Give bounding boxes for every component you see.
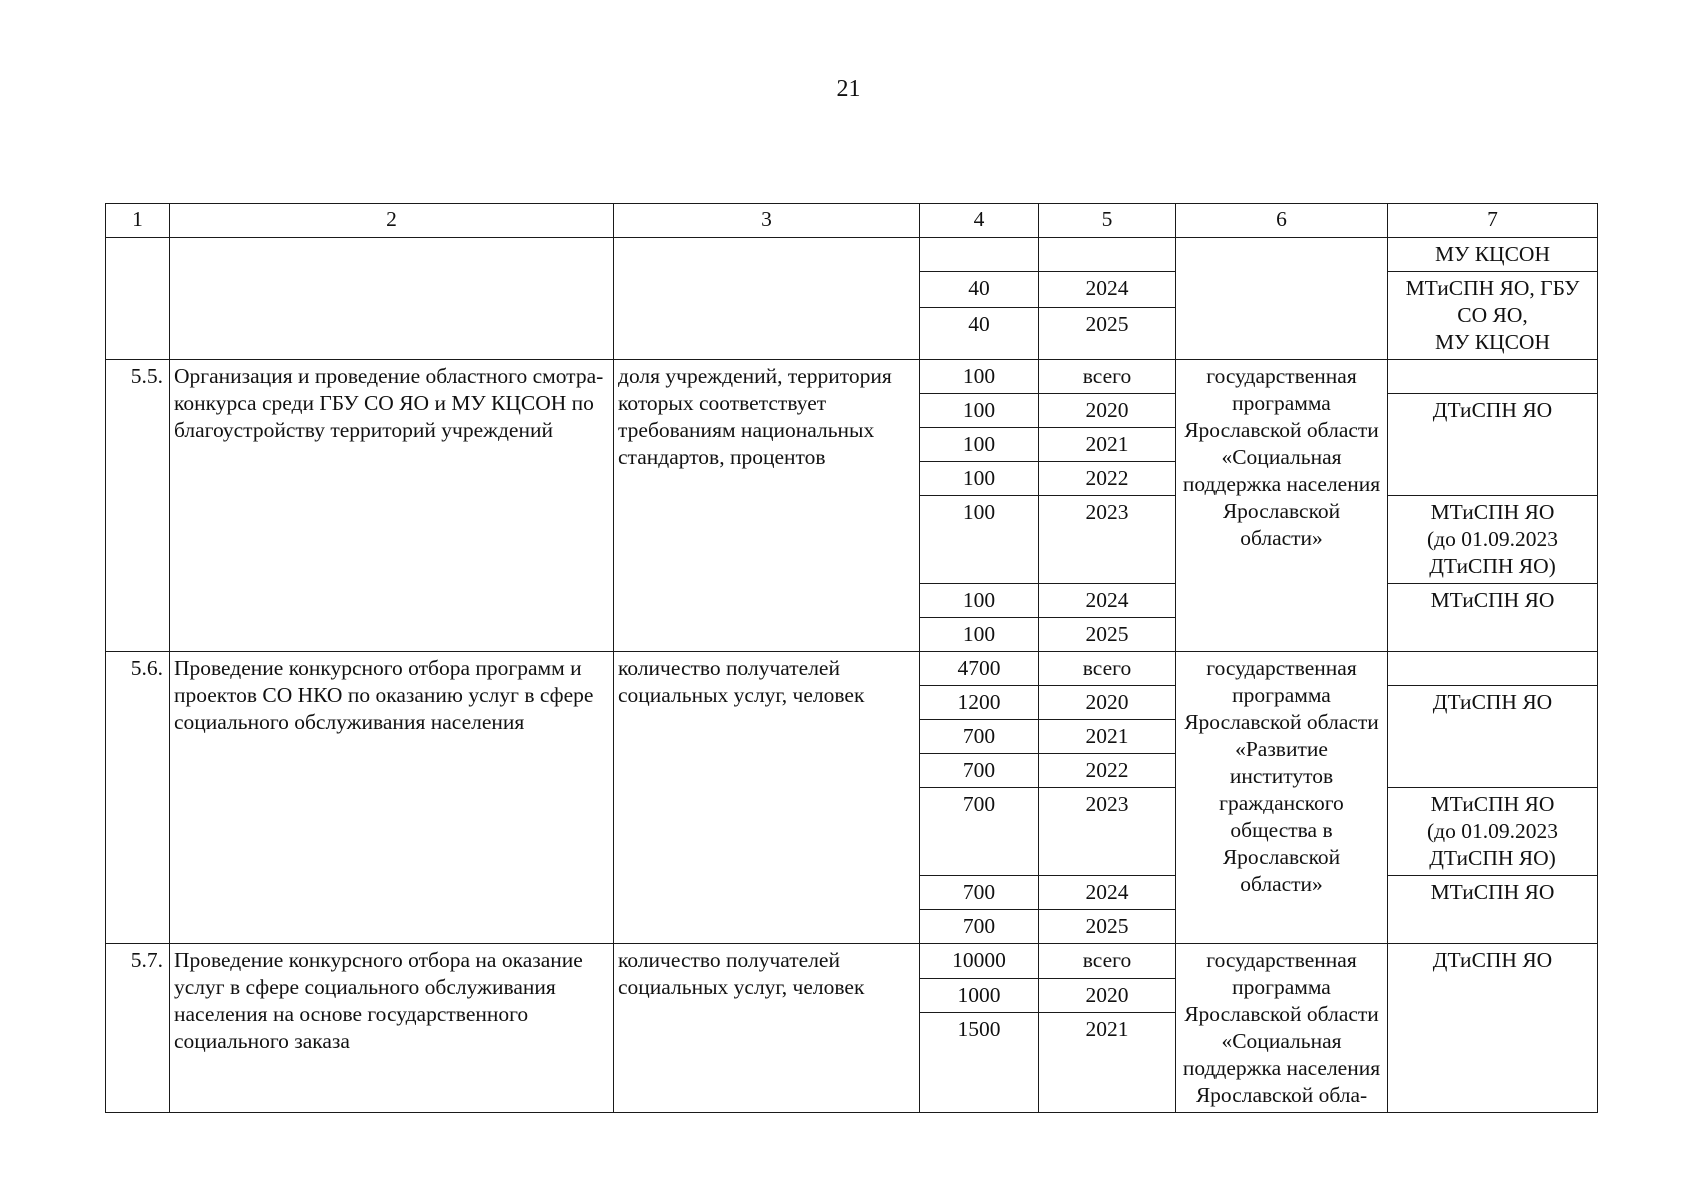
- value-cell: 100: [920, 394, 1039, 428]
- value-cell: 1500: [920, 1013, 1039, 1113]
- cont-program-cell: [1176, 238, 1388, 360]
- year-cell: 2021: [1039, 1013, 1176, 1113]
- value-cell: 40: [920, 272, 1039, 308]
- value-cell: 700: [920, 788, 1039, 876]
- column-header-7: 7: [1388, 204, 1598, 238]
- column-header-2: 2: [170, 204, 614, 238]
- year-cell: 2025: [1039, 308, 1176, 360]
- executor-line: СО ЯО,: [1457, 303, 1528, 327]
- table-row: [106, 944, 1598, 979]
- page-number: 21: [836, 76, 861, 102]
- section-number: 5.6.: [106, 652, 170, 944]
- cont-num-cell: [106, 238, 170, 360]
- cont-value-empty: [920, 238, 1039, 272]
- value-cell: 700: [920, 754, 1039, 788]
- value-cell: 100: [920, 428, 1039, 462]
- header-row: [106, 204, 1598, 238]
- value-cell: 10000: [920, 944, 1039, 979]
- executor-line: МТиСПН ЯО: [1430, 500, 1555, 524]
- indicator-cell: количество получателей социальных услуг, человек: [614, 944, 920, 1113]
- executor-cell: МТиСПН ЯО: [1388, 584, 1598, 652]
- year-cell: 2025: [1039, 910, 1176, 944]
- year-cell: 2024: [1039, 272, 1176, 308]
- indicator-cell: количество получателей социальных услуг, человек: [614, 652, 920, 944]
- program-cell: государственная программа Ярославской области «Социальная поддержка населения Ярославской обла-: [1176, 944, 1388, 1113]
- year-cell: 2023: [1039, 788, 1176, 876]
- table-row: [106, 360, 1598, 394]
- program-cell: государственная программа Ярославской области «Социальная поддержка населения Ярославской области»: [1176, 360, 1388, 652]
- executor-line: ДТиСПН ЯО): [1429, 554, 1556, 578]
- year-cell: всего: [1039, 652, 1176, 686]
- column-header-3: 3: [614, 204, 920, 238]
- executor-line: (до 01.09.2023: [1427, 527, 1558, 551]
- executor-cell: [1388, 496, 1598, 584]
- executor-cell: ДТиСПН ЯО: [1388, 686, 1598, 788]
- year-cell: всего: [1039, 944, 1176, 979]
- value-cell: 100: [920, 360, 1039, 394]
- value-cell: 100: [920, 618, 1039, 652]
- value-cell: 700: [920, 720, 1039, 754]
- indicator-cell: доля учреждений, территория которых соответствует требованиям национальных стандартов, процентов: [614, 360, 920, 652]
- value-cell: 700: [920, 876, 1039, 910]
- executor-cell: [1388, 360, 1598, 394]
- cont-indicator-cell: [614, 238, 920, 360]
- executor-cell: ДТиСПН ЯО: [1388, 944, 1598, 1113]
- executor-line: (до 01.09.2023: [1427, 819, 1558, 843]
- cont-executor-bottom: [1388, 272, 1598, 360]
- cont-year-empty: [1039, 238, 1176, 272]
- executor-cell: МТиСПН ЯО: [1388, 876, 1598, 944]
- year-cell: 2025: [1039, 618, 1176, 652]
- plan-table: [105, 203, 1598, 1113]
- value-cell: 1200: [920, 686, 1039, 720]
- cont-activity-cell: [170, 238, 614, 360]
- year-cell: 2022: [1039, 754, 1176, 788]
- executor-cell: [1388, 652, 1598, 686]
- column-header-1: 1: [106, 204, 170, 238]
- year-cell: 2022: [1039, 462, 1176, 496]
- value-cell: 700: [920, 910, 1039, 944]
- executor-line: МТиСПН ЯО, ГБУ: [1405, 276, 1580, 300]
- year-cell: 2024: [1039, 584, 1176, 618]
- table-row: [106, 238, 1598, 272]
- program-cell: государственная программа Ярославской области «Развитие институтов гражданского общества в Ярославской области»: [1176, 652, 1388, 944]
- year-cell: 2023: [1039, 496, 1176, 584]
- value-cell: 1000: [920, 978, 1039, 1013]
- section-number: 5.7.: [106, 944, 170, 1113]
- column-header-4: 4: [920, 204, 1039, 238]
- activity-cell: Проведение конкурсного отбора программ и проектов СО НКО по оказанию услуг в сфере социального обслуживания населения: [170, 652, 614, 944]
- executor-line: МТиСПН ЯО: [1430, 792, 1555, 816]
- year-cell: всего: [1039, 360, 1176, 394]
- value-cell: 100: [920, 496, 1039, 584]
- value-cell: 100: [920, 584, 1039, 618]
- executor-line: ДТиСПН ЯО): [1429, 846, 1556, 870]
- value-cell: 4700: [920, 652, 1039, 686]
- year-cell: 2020: [1039, 978, 1176, 1013]
- executor-cell: ДТиСПН ЯО: [1388, 394, 1598, 496]
- year-cell: 2020: [1039, 686, 1176, 720]
- year-cell: 2024: [1039, 876, 1176, 910]
- executor-cell: [1388, 788, 1598, 876]
- table-row: [106, 652, 1598, 686]
- year-cell: 2020: [1039, 394, 1176, 428]
- cont-executor-top: МУ КЦСОН: [1388, 238, 1598, 272]
- value-cell: 100: [920, 462, 1039, 496]
- executor-line: МУ КЦСОН: [1435, 330, 1550, 354]
- column-header-5: 5: [1039, 204, 1176, 238]
- section-number: 5.5.: [106, 360, 170, 652]
- column-header-6: 6: [1176, 204, 1388, 238]
- activity-cell: Организация и проведение областного смотра-конкурса среди ГБУ СО ЯО и МУ КЦСОН по благоустройству территорий учреждений: [170, 360, 614, 652]
- value-cell: 40: [920, 308, 1039, 360]
- activity-cell: Проведение конкурсного отбора на оказание услуг в сфере социального обслуживания населения на основе государственного социального заказа: [170, 944, 614, 1113]
- year-cell: 2021: [1039, 720, 1176, 754]
- year-cell: 2021: [1039, 428, 1176, 462]
